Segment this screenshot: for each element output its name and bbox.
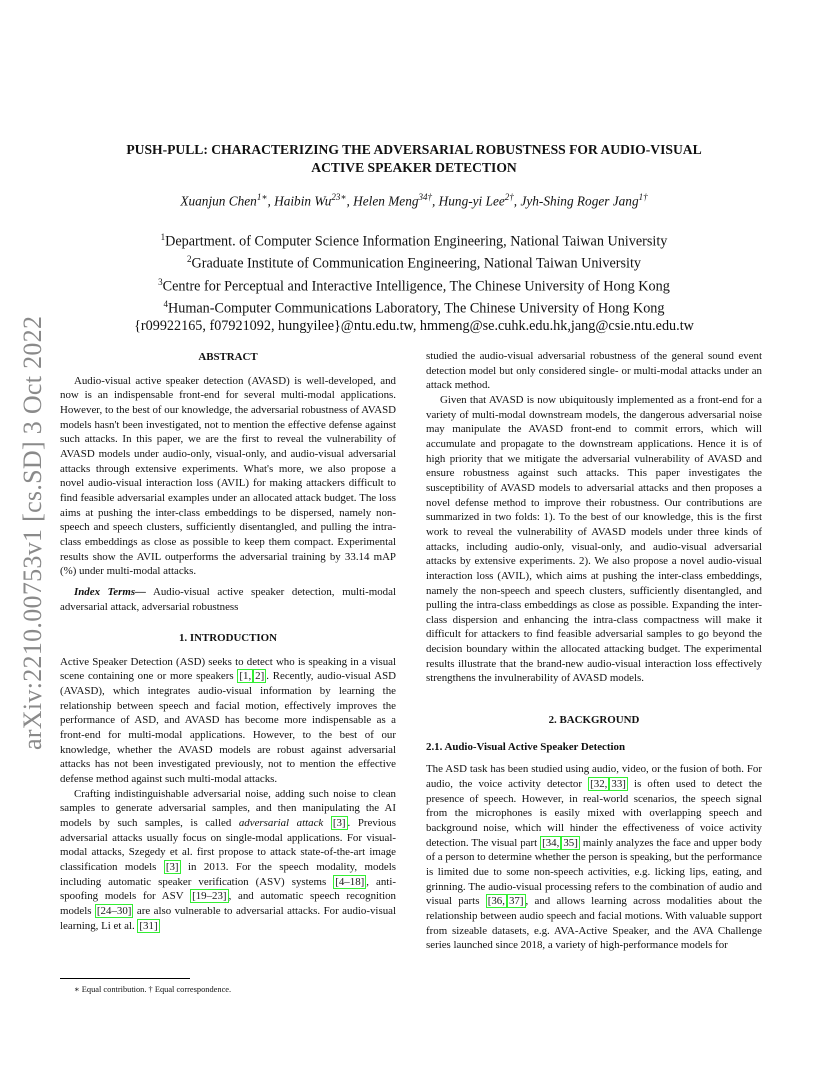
author-sup: 2† <box>504 192 514 202</box>
citation-link[interactable]: [36, <box>487 895 505 908</box>
citation-link[interactable]: [4–18] <box>335 875 365 888</box>
author-list: Xuanjun Chen$^{1∗}$, Haibin $Wu^{23∗}$, Helen Meng$^{34\dagger}$, Hung-yi Lee$^{2\dagger}$, Jyh-Shing Roger Jang$^{1\dagger}$ <box>180 192 648 209</box>
subsection-heading: 2.1. Audio-Visual Active Speaker Detection <box>426 740 626 753</box>
citation-link[interactable]: [3] <box>165 861 179 873</box>
affiliation-line: $^2$Graduate Institute of Communication Engineering, National Taiwan University <box>187 254 641 273</box>
author-name: Jyh-Shing Roger Jang <box>520 193 639 209</box>
author-sup: 1† <box>638 192 648 202</box>
citation-link[interactable]: 33] <box>611 778 626 791</box>
intro-heading: 1. INTRODUCTION <box>178 632 278 645</box>
author-sup: 34† <box>418 192 433 202</box>
author-sup: 23∗ <box>331 192 347 202</box>
title-line: PUSH-PULL: CHARACTERIZING THE ADVERSARIAL ROBUSTNESS FOR AUDIO-VISUAL <box>126 142 702 157</box>
author-name: Hung-yi Lee <box>438 193 505 209</box>
citation-link[interactable]: 37] <box>508 895 524 908</box>
abstract-heading: ABSTRACT <box>198 351 258 363</box>
author-name: Xuanjun Chen <box>180 193 257 209</box>
citation-link[interactable]: 2] <box>255 670 265 683</box>
citation-link[interactable]: [32, <box>590 778 608 791</box>
paper-title <box>60 141 768 177</box>
right-column <box>426 349 762 953</box>
citation-link[interactable]: [19–23] <box>192 890 227 903</box>
intro-paragraph: Crafting indistinguishable adversarial noise, adding such noise to clean samples to generate adversarial samples, and then manipulating the AI models by such samples, is called adversarial attack [3] . Previous adversarial attacks usually focus on single-modal applications. For visual-modal attacks, Szegedy et al. first propose to attack state-of-the-art image classification models [3] in 2013. For the speech modality, models including automatic speaker verification (ASV) systems [4–18] , anti-spoofing models for ASV [19–23] , and automatic speech recognition models [24–30] are also vulnerable to adversarial attacks. For audio-visual learning, Li et al. [31] <box>60 787 396 932</box>
citation-link[interactable]: [3] <box>332 817 346 830</box>
affiliation-line: $^4$Human-Computer Communications Laboratory, The Chinese University of Hong Kong <box>163 298 665 317</box>
index-terms: Index Terms— Audio-visual active speaker detection, multi-modal adversarial attack, adversarial robustness <box>60 585 396 613</box>
body-paragraph: studied the audio-visual adversarial robustness of the general sound event detection model but only considered single- or multi-modal attacks under an attack method. <box>426 350 762 392</box>
affiliation-line: $^1$Department. of Computer Science Information Engineering, National Taiwan University <box>160 232 668 250</box>
citation-link[interactable]: [1, <box>239 670 252 683</box>
abstract-text: Audio-visual active speaker detection (AVASD) is well-developed, and now is an indispensable front-end for several multi-modal applications. However, to the best of our knowledge, the adversarial robustness of AVASD models hasn't been investigated, not to mention the effective defense against such attacks. In this paper, we are the first to reveal the vulnerability of AVASD models under audio-only, visual-only, and audio-visual adversarial attacks through extensive experiments. What's more, we also propose a novel audio-visual interaction loss (AVIL) for making attackers difficult to find feasible adversarial examples under an allocated attack budget. The loss aims at pushing the inter-class embeddings to be dispersed, namely non-speech and speech clusters, sufficiently disentangled, and pulling the intra-class embeddings as close as possible to keep them compact. Experimental results show the AVIL outperforms the adversarial training by 33.14 mAP (%) under multi-modal attacks. <box>60 374 396 578</box>
affiliation-line: $^3$Centre for Perceptual and Interactive Intelligence, The Chinese University of Hong Kong <box>158 276 670 295</box>
author-name: Helen Meng <box>353 193 419 209</box>
title-line: ACTIVE SPEAKER DETECTION <box>311 160 517 175</box>
author-sup: 1∗ <box>256 192 268 202</box>
background-heading: 2. BACKGROUND <box>548 714 640 727</box>
arxiv-identifier: arXiv:2210.00753v1 [cs.SD] 3 Oct 2022 <box>18 315 47 750</box>
footnote: ∗ Equal contribution. † Equal correspondence. <box>74 985 232 994</box>
citation-link[interactable]: 35] <box>563 836 578 849</box>
email-line: {r09922165, f07921092, hungyilee}@ntu.edu.tw, hmmeng@se.cuhk.edu.hk,jang@csie.ntu.edu.tw <box>134 318 694 335</box>
body-paragraph: The ASD task has been studied using audio, video, or the fusion of both. For audio, the voice activity detector [32, 33] is often used to detect the presence of speech. However, in real-world scenarios, the speech signal from the microphones is easily mixed with overlapping speech and background noise, which will hinder the effectiveness of voice activity detection. The visual part [34, 35] mainly analyzes the face and upper body of a person to determine whether the person is speaking, but the performance is limited due to some non-speech activities, e.g. licking lips, eating, and grinning. The audio-visual processing refers to the combination of audio and visual parts [36, 37] , and allows learning across modalities about the relationship between audio speech and facial motions. With valuable support from sizeable datasets, e.g. AVA-Active Speaker, and the AVA Challenge series launched since 2018, a variety of high-performance models for <box>426 763 763 952</box>
author-name: Haibin Wu <box>274 193 332 209</box>
citation-link[interactable]: [24–30] <box>96 904 132 917</box>
left-column <box>60 350 396 933</box>
citation-link[interactable]: [34, <box>542 836 560 849</box>
footnote-rule <box>60 978 190 979</box>
citation-link[interactable]: [31] <box>139 919 158 932</box>
intro-paragraph: Active Speaker Detection (ASD) seeks to detect who is speaking in a visual scene containing one or more speakers [1, 2] . Recently, audio-visual ASD (AVASD), which integrates audio-visual information by learning the relationship between speech and facial motion, effectively improves the performance of ASD, and AVASD has become more indispensable as a front-end for multi-modal applications. However, to the best of our knowledge, whether the AVASD models are robust against adversarial attacks has not been investigated previously, not to mention the effective defense method against such multi-modal attacks. <box>60 655 396 786</box>
body-paragraph: Given that AVASD is now ubiquitously implemented as a front-end for a variety of multi-modal downstream models, the dangerous adversarial noise may manipulate the AVASD front-end to commit errors, which will accumulate and propagate to the downstream applications. Hence it is of high priority that we mitigate the adversarial vulnerability of AVASD and ensure robustness against such attacks. This paper investigates the susceptibility of AVASD models to adversarial attacks and then proposes a novel defense method to improve their robustness. Our contributions are summarized in two folds: 1). To the best of our knowledge, this is the first work to reveal the vulnerability of AVASD models under three kinds of attacks, including audio-only, visual-only, and audio-visual adversarial attacks by extensive experiments. 2). We also propose a novel audio-visual interaction loss (AVIL), which aims at pushing the inter-class embeddings, namely the non-speech and speech clusters, sufficiently disentangled, and pulling the intra-class embeddings as close as possible. Expanding the inter-class dispersion and enhancing the intra-class compactness will make it difficult for attackers to find feasible adversarial samples to go beyond the decision boundary within the allocated attacking budget. The experimental results illustrate that the brand-new audio-visual interaction loss effectively strengthens the invulnerability of AVASD models. <box>426 393 762 685</box>
affiliations <box>60 229 768 336</box>
